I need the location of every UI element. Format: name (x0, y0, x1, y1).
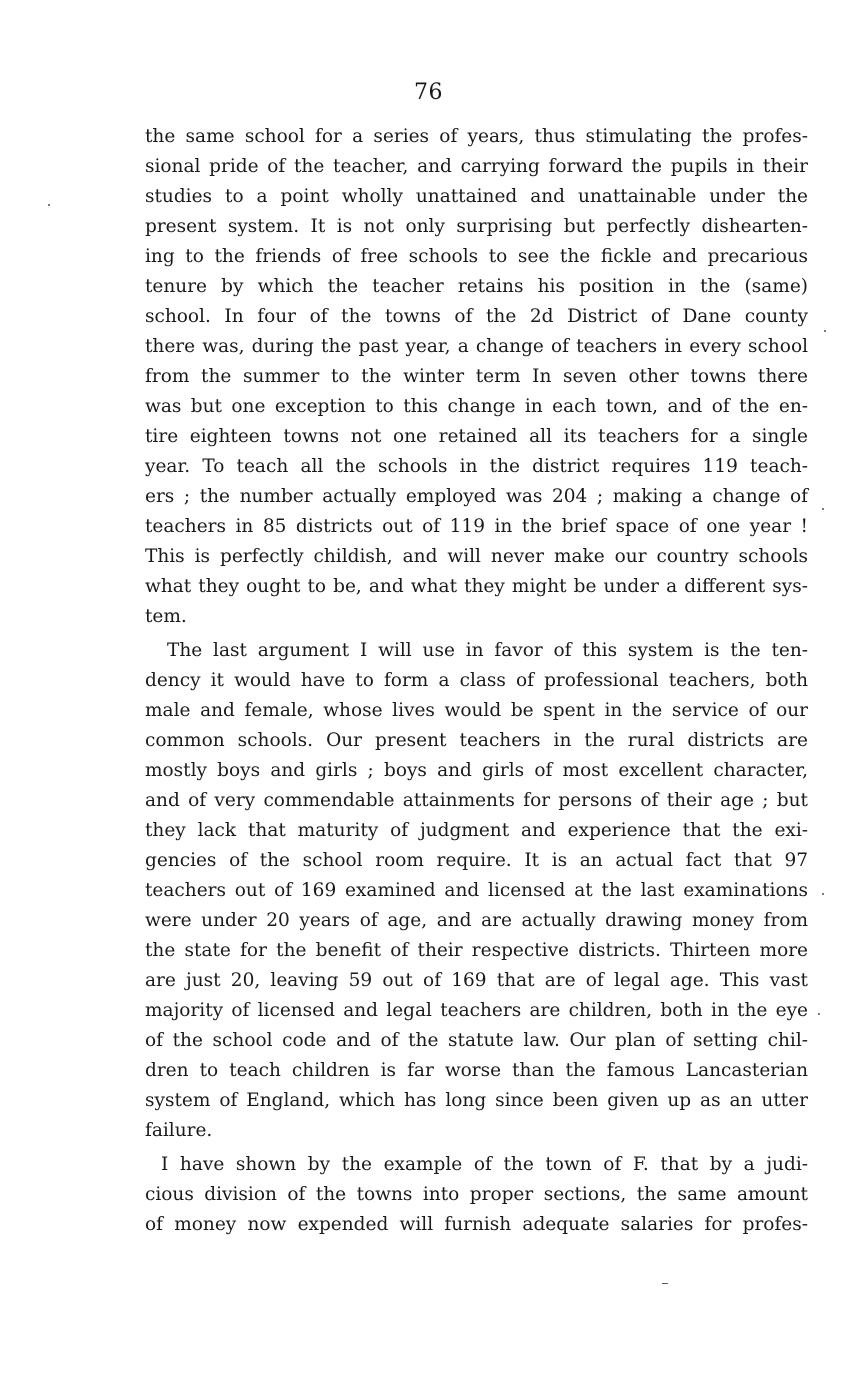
text-line: present system. It is not only surprising but perfectly dishearten- (145, 216, 808, 237)
text-line: were under 20 years of age, and are actually drawing money from (145, 910, 808, 931)
scan-speck (824, 330, 826, 332)
text-line: they lack that maturity of judgment and experience that the exi- (145, 820, 808, 841)
text-line: dren to teach children is far worse than the famous Lancasterian (145, 1060, 808, 1081)
text-line: dency it would have to form a class of professional teachers, both (145, 670, 808, 691)
text-line: I have shown by the example of the town of F. that by a judi- (161, 1154, 808, 1175)
text-line: from the summer to the winter term In seven other towns there (145, 366, 808, 387)
text-line: ing to the friends of free schools to see the fickle and precarious (145, 246, 808, 267)
text-line: common schools. Our present teachers in the rural districts are (145, 730, 808, 751)
text-line: year. To teach all the schools in the district requires 119 teach- (145, 456, 808, 477)
text-line: majority of licensed and legal teachers are children, both in the eye (145, 1000, 808, 1021)
text-line: male and female, whose lives would be spent in the service of our (145, 700, 808, 721)
text-line: gencies of the school room require. It is an actual fact that 97 (145, 850, 808, 871)
text-line: sional pride of the teacher, and carrying forward the pupils in their (145, 156, 808, 177)
scan-speck (662, 1283, 668, 1284)
scan-speck (822, 508, 824, 510)
text-line: the state for the benefit of their respective districts. Thirteen more (145, 940, 808, 961)
text-line: and of very commendable attainments for persons of their age ; but (145, 790, 808, 811)
scan-speck (822, 893, 824, 895)
text-line: tire eighteen towns not one retained all its teachers for a single (145, 426, 808, 447)
text-line: teachers in 85 districts out of 119 in the brief space of one year ! (145, 516, 808, 537)
text-line: mostly boys and girls ; boys and girls of most excellent character, (145, 760, 808, 781)
text-line: system of England, which has long since been given up as an utter (145, 1090, 808, 1111)
scan-speck (818, 1013, 820, 1015)
text-line: ers ; the number actually employed was 204 ; making a change of (145, 486, 808, 507)
text-line: there was, during the past year, a change of teachers in every school (145, 336, 808, 357)
scan-speck (48, 204, 50, 206)
text-line: of the school code and of the statute law. Our plan of setting chil- (145, 1030, 808, 1051)
text-line: This is perfectly childish, and will never make our country schools (145, 546, 808, 567)
text-line: The last argument I will use in favor of this system is the ten- (167, 640, 808, 661)
text-line: was but one exception to this change in each town, and of the en- (145, 396, 808, 417)
text-line: tenure by which the teacher retains his position in the (same) (145, 276, 808, 297)
paragraph-3 (145, 1150, 808, 1240)
text-line: studies to a point wholly unattained and unattainable under the (145, 186, 808, 207)
text-line: what they ought to be, and what they might be under a different sys- (145, 576, 808, 597)
text-line: the same school for a series of years, thus stimulating the profes- (145, 126, 808, 147)
text-line: of money now expended will furnish adequate salaries for profes- (145, 1214, 808, 1235)
text-line: are just 20, leaving 59 out of 169 that are of legal age. This vast (145, 970, 808, 991)
text-line: failure. (145, 1120, 213, 1141)
text-line: teachers out of 169 examined and licensed at the last examinations (145, 880, 808, 901)
body-text (145, 122, 808, 1240)
text-line: tem. (145, 606, 187, 627)
paragraph-2 (145, 636, 808, 1146)
text-line: cious division of the towns into proper sections, the same amount (145, 1184, 808, 1205)
paragraph-1 (145, 122, 808, 632)
page-number: 76 (414, 80, 443, 105)
text-line: school. In four of the towns of the 2d District of Dane county (145, 306, 808, 327)
